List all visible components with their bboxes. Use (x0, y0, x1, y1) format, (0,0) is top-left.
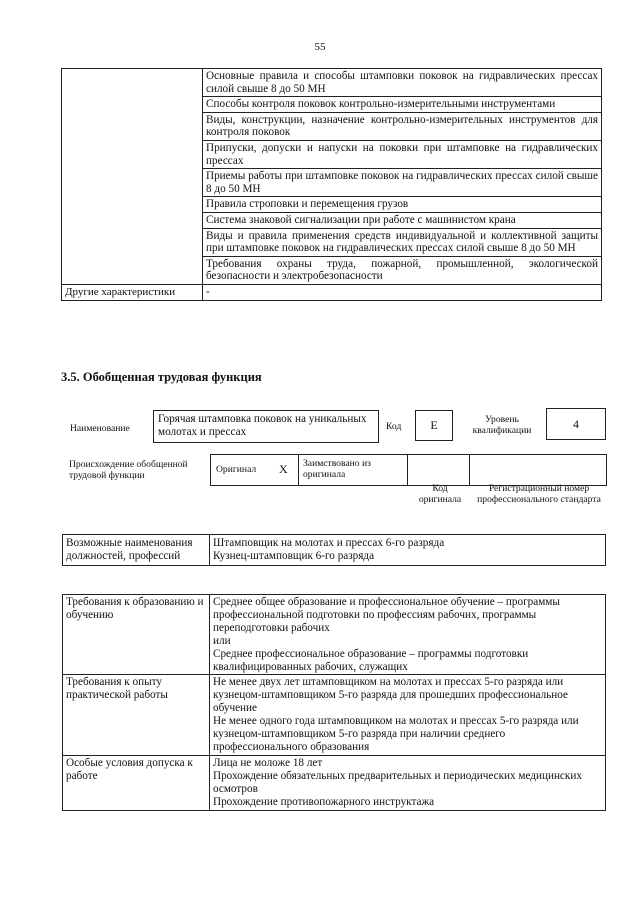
code-value: Е (415, 410, 453, 441)
table-row (63, 675, 606, 755)
table-row: Приемы работы при штамповке поковок на гидравлических прессах силой свыше 8 до 50 МН (203, 169, 602, 197)
code-original-caption: Код оригинала (418, 483, 462, 505)
table-row: Правила строповки и перемещения грузов (203, 197, 602, 213)
code-label: Код (386, 421, 402, 432)
list-item: Среднее общее образование и профессиональное обучение – программы профессиональной подготовки по профессиям рабочих, программы переподготовки рабочих (213, 596, 560, 634)
level-value: 4 (546, 408, 606, 440)
requirement-label: Требования к опыту практической работы (63, 675, 210, 755)
table-row: Виды, конструкции, назначение контрольно-измерительных инструментов для контроля поковок (203, 112, 602, 140)
requirement-label: Особые условия допуска к работе (63, 755, 210, 810)
list-item: Среднее профессиональное образование – программы подготовки квалифицированных рабочих, служащих (213, 647, 529, 673)
name-value: Горячая штамповка поковок на уникальных молотах и прессах (158, 413, 367, 438)
list-item: Штамповщик на молотах и прессах 6-го разряда (213, 537, 445, 549)
positions-values (210, 535, 606, 566)
requirement-value (210, 675, 606, 755)
list-item: Лица не моложе 18 лет (213, 756, 323, 769)
original-mark: X (279, 462, 288, 476)
borrowed-label: Заимствовано из оригинала (303, 458, 371, 480)
table-row: Требования охраны труда, пожарной, промышленной, экологической безопасности и электробезопасности (203, 256, 602, 284)
divider (407, 455, 408, 485)
table-row: Припуски, допуски и напуски на поковки при штамповке на гидравлических прессах (203, 140, 602, 168)
other-characteristics-value: - (203, 284, 602, 300)
divider (469, 455, 470, 485)
positions-label: Возможные наименования должностей, профессий (63, 535, 210, 566)
name-label: Наименование (70, 423, 130, 434)
table-row: Виды и правила применения средств индивидуальной и коллективной защиты при штамповке поковок на гидравлических прессах силой свыше 8 до 50 МН (203, 228, 602, 256)
requirement-value (210, 595, 606, 675)
page-number: 55 (314, 41, 326, 53)
list-item: Прохождение противопожарного инструктажа (213, 795, 435, 808)
other-characteristics-label: Другие характеристики (62, 284, 203, 300)
divider (298, 455, 299, 485)
origin-box (210, 454, 607, 486)
table-row: Основные правила и способы штамповки поковок на гидравлических прессах силой свыше 8 до 50 МН (203, 69, 602, 97)
requirements-table (62, 594, 606, 811)
positions-table (62, 534, 606, 566)
section-heading: 3.5. Обобщенная трудовая функция (61, 370, 262, 384)
origin-label: Происхождение обобщенной трудовой функции (69, 459, 188, 481)
level-label: Уровень квалификации (472, 414, 532, 436)
table-row (63, 595, 606, 675)
empty-label-cell (62, 69, 203, 285)
requirement-value (210, 755, 606, 810)
name-box (153, 410, 379, 443)
list-item: или (213, 634, 231, 647)
list-item: Прохождение обязательных предварительных и периодических медицинских осмотров (213, 769, 582, 795)
table-row (63, 755, 606, 810)
reg-number-caption: Регистрационный номер профессионального стандарта (477, 483, 601, 505)
table-row: Система знаковой сигнализации при работе с машинистом крана (203, 212, 602, 228)
list-item: Не менее одного года штамповщиком на молотах и прессах 5-го разряда или кузнецом-штамповщиком 5-го разряда при наличии среднего профессионального образования (213, 715, 579, 753)
knowledge-table (61, 68, 602, 301)
list-item: Кузнец-штамповщик 6-го разряда (213, 549, 375, 562)
requirement-label: Требования к образованию и обучению (63, 595, 210, 675)
original-label: Оригинал (216, 464, 257, 475)
list-item: Не менее двух лет штамповщиком на молотах и прессах 5-го разряда или кузнецом-штамповщиком 5-го разряда для прошедших профессиональное обучение (213, 676, 568, 715)
table-row: Способы контроля поковок контрольно-измерительными инструментами (203, 97, 602, 113)
